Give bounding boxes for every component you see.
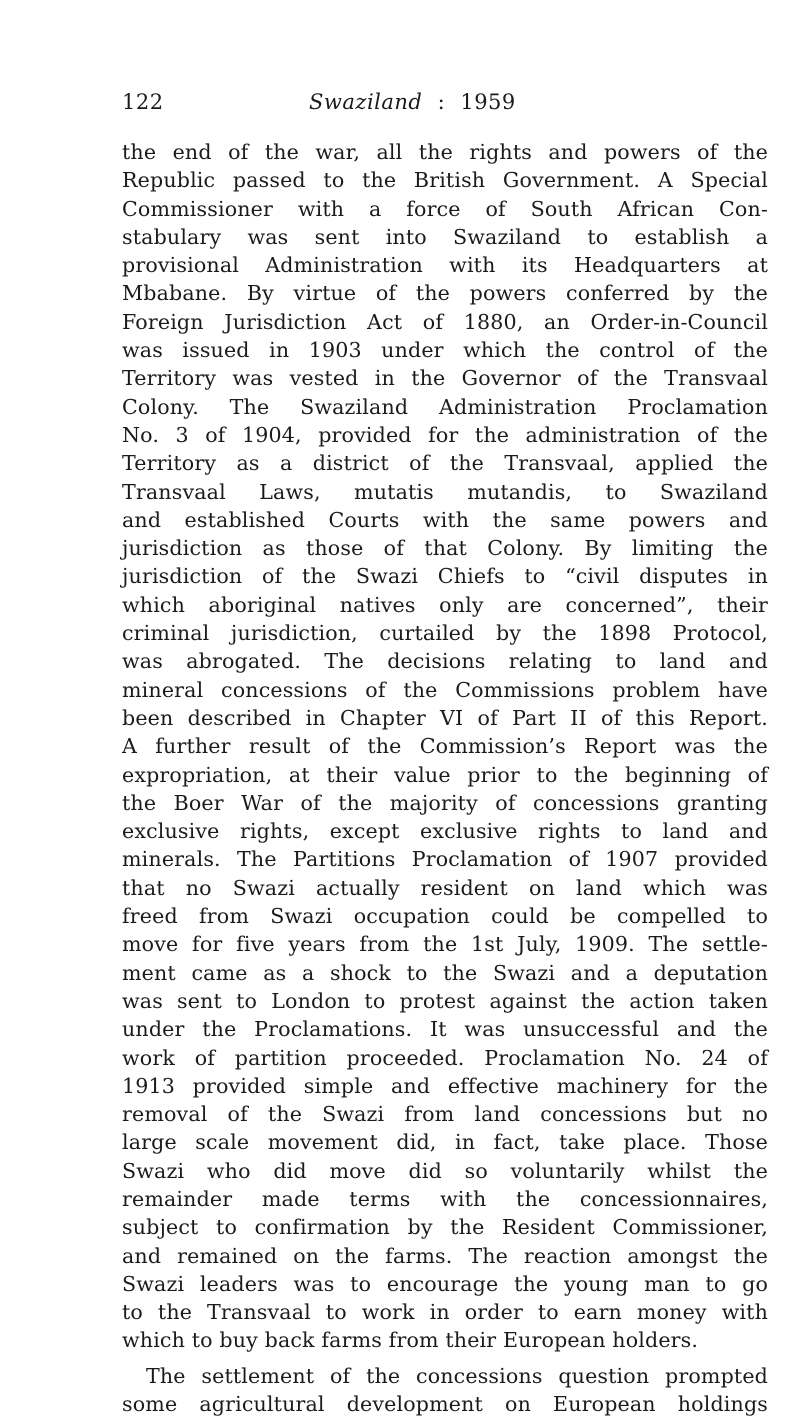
text-line: remainder made terms with the concessionnaires, <box>122 1186 768 1211</box>
text-line: Territory as a district of the Transvaal, applied the <box>122 451 768 476</box>
body-text <box>122 138 768 1418</box>
text-line: was abrogated. The decisions relating to land and <box>122 649 768 674</box>
text-line: mineral concessions of the Commissions problem have <box>122 677 768 702</box>
text-line: Swazi leaders was to encourage the young man to go <box>122 1271 768 1296</box>
text-line: Mbabane. By virtue of the powers conferred by the <box>122 281 768 306</box>
text-line: Transvaal Laws, mutatis mutandis, to Swaziland <box>122 479 768 504</box>
text-line: exclusive rights, except exclusive rights to land and <box>122 819 768 844</box>
text-line: 1913 provided simple and effective machinery for the <box>122 1073 768 1098</box>
text-line: which to buy back farms from their European holders. <box>122 1328 699 1353</box>
text-line: Commissioner with a force of South African Con- <box>122 196 768 221</box>
text-line: under the Proclamations. It was unsuccessful and the <box>122 1017 768 1042</box>
text-line: move for five years from the 1st July, 1909. The settle- <box>122 932 768 957</box>
text-line: which aboriginal natives only are concerned”, their <box>122 592 768 617</box>
text-line: criminal jurisdiction, curtailed by the 1898 Protocol, <box>122 621 768 646</box>
text-line: been described in Chapter VI of Part II of this Report. <box>122 705 768 730</box>
text-line: stabulary was sent into Swaziland to establish a <box>122 224 768 249</box>
text-line: and remained on the farms. The reaction amongst the <box>122 1243 768 1268</box>
text-line: freed from Swazi occupation could be compelled to <box>122 904 768 929</box>
text-line: The settlement of the concessions question prompted <box>146 1363 768 1388</box>
text-line: and established Courts with the same powers and <box>122 507 768 532</box>
text-line: Colony. The Swaziland Administration Proclamation <box>122 394 768 419</box>
text-line: subject to confirmation by the Resident Commissioner, <box>122 1215 768 1240</box>
text-line: A further result of the Commission’s Report was the <box>122 734 768 759</box>
text-line: Republic passed to the British Government. A Special <box>122 168 768 193</box>
text-line: that no Swazi actually resident on land which was <box>122 875 768 900</box>
text-line: the end of the war, all the rights and powers of the <box>122 140 768 164</box>
text-line: expropriation, at their value prior to the beginning of <box>122 762 768 787</box>
running-title: Swaziland <box>309 90 423 114</box>
text-line: some agricultural development on European holdings <box>122 1392 768 1417</box>
page-header <box>0 82 800 122</box>
text-line: Foreign Jurisdiction Act of 1880, an Order-in-Council <box>122 309 768 334</box>
text-line: was issued in 1903 under which the control of the <box>122 338 768 363</box>
text-line: minerals. The Partitions Proclamation of 1907 provided <box>122 847 768 872</box>
text-line: ment came as a shock to the Swazi and a deputation <box>122 960 768 985</box>
page-number: 122 <box>122 90 164 114</box>
text-line: to the Transvaal to work in order to earn money with <box>122 1300 768 1325</box>
text-line: Swazi who did move did so voluntarily whilst the <box>122 1158 768 1183</box>
text-line: jurisdiction of the Swazi Chiefs to “civil disputes in <box>122 564 768 589</box>
text-line: removal of the Swazi from land concessions but no <box>122 1102 768 1127</box>
paragraph <box>122 1362 768 1418</box>
running-year: 1959 <box>460 90 516 114</box>
text-line: was sent to London to protest against the action taken <box>122 988 768 1013</box>
text-line: No. 3 of 1904, provided for the administration of the <box>122 422 768 447</box>
running-head <box>309 90 516 114</box>
text-line: jurisdiction as those of that Colony. By limiting the <box>122 536 768 561</box>
text-line: large scale movement did, in fact, take place. Those <box>122 1130 768 1155</box>
text-line: provisional Administration with its Headquarters at <box>122 253 768 278</box>
running-separator: : <box>437 90 446 114</box>
text-line: work of partition proceeded. Proclamation No. 24 of <box>122 1045 768 1070</box>
text-line: Territory was vested in the Governor of the Transvaal <box>122 366 768 391</box>
paragraph <box>122 138 768 1355</box>
text-line: the Boer War of the majority of concessions granting <box>122 790 768 815</box>
